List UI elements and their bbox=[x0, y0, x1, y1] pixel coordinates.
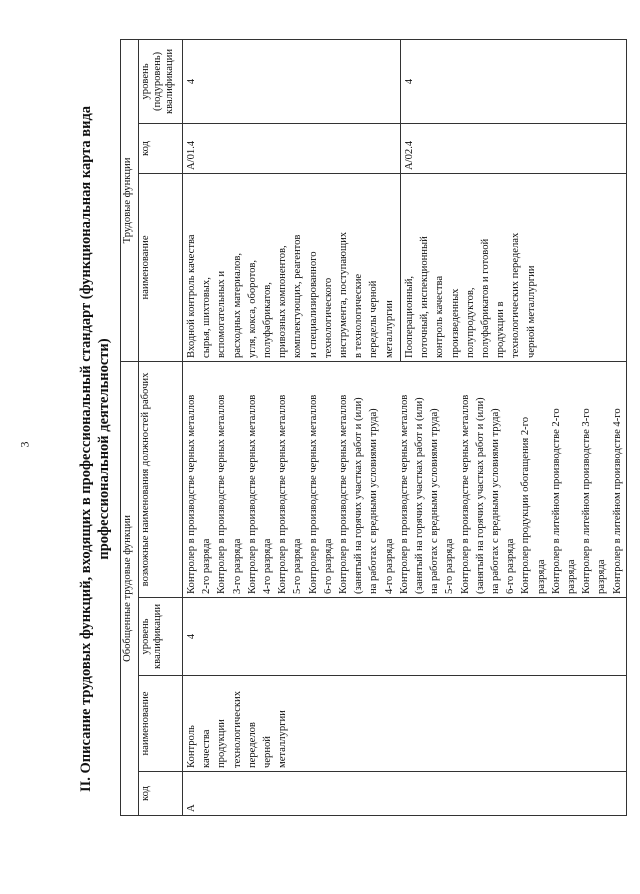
position-line: (занятый на горячих участках работ и (или) bbox=[414, 397, 426, 594]
positions-column-header: возможные наименования должностей рабочих bbox=[139, 361, 183, 597]
position-line: на работах с вредными условиями труда) bbox=[368, 408, 380, 594]
gf-name-cell bbox=[183, 676, 627, 772]
position-line: Контролер в производстве черных металлов bbox=[338, 394, 350, 594]
tf-2-name-line: черной металлургии bbox=[525, 265, 537, 358]
tf-2-name-line: поточный, инспекционный bbox=[419, 236, 431, 358]
gf-name-line: Контроль bbox=[186, 725, 197, 768]
tf-2-code-cell: А/02.4 bbox=[401, 123, 627, 173]
generalized-functions-header: Обобщенные трудовые функции bbox=[121, 361, 139, 815]
position-line: 6-го разряда bbox=[322, 538, 334, 594]
tf-1-name-line: комплектующих, реагентов bbox=[292, 234, 304, 358]
table-row bbox=[183, 39, 401, 815]
gf-name-line: качества bbox=[201, 729, 213, 768]
tf-1-name-line: угля, кокса, оборотов, bbox=[246, 259, 258, 358]
position-line: разряда bbox=[535, 559, 547, 594]
tf-1-name-line: металлургии bbox=[383, 300, 395, 358]
tf-1-name-line: привозных компонентов, bbox=[277, 245, 289, 358]
position-line: Контролер в литейном производстве 2-го bbox=[550, 408, 562, 594]
position-line: 4-го разряда bbox=[383, 538, 395, 594]
position-line: на работах с вредными условиями труда) bbox=[429, 408, 441, 594]
position-line: 5-го разряда bbox=[292, 538, 304, 594]
position-line: 5-го разряда bbox=[444, 538, 456, 594]
gf-name-line: переделов bbox=[246, 722, 258, 768]
tf-level-column-header: уровень (подуровень) квалификации bbox=[139, 39, 183, 123]
position-line: Контролер продукции обогащения 2-го bbox=[520, 416, 532, 594]
position-line: Контролер в производстве черных металлов bbox=[277, 394, 289, 594]
tf-2-name-cell bbox=[401, 173, 627, 361]
labor-functions-header: Трудовые функции bbox=[121, 39, 139, 361]
gf-name-line: технологических bbox=[231, 690, 243, 768]
tf-2-name-line: полупродуктов, bbox=[464, 287, 476, 358]
tf-2-name-line: произведенных bbox=[449, 288, 461, 358]
section-title-line-2: профессиональной деятельности) bbox=[96, 338, 112, 560]
position-line: 2-го разряда bbox=[201, 538, 213, 594]
position-line: Контролер в производстве черных металлов bbox=[216, 394, 228, 594]
gf-name-line: металлургии bbox=[277, 710, 289, 768]
gf-code-cell: А bbox=[183, 772, 627, 816]
position-line: Контролер в производстве черных металлов bbox=[186, 394, 197, 594]
position-line: Контролер в литейном производстве 3-го bbox=[581, 408, 593, 594]
tf-2-name-line: продукции в bbox=[495, 301, 507, 358]
section-title bbox=[77, 64, 113, 834]
position-line: (занятый на горячих участках работ и (или) bbox=[353, 397, 365, 594]
gf-name-line: продукции bbox=[216, 719, 228, 768]
position-line: Контролер в производстве черных металлов bbox=[398, 394, 410, 594]
functional-map-table bbox=[120, 39, 627, 816]
tf-1-level-cell: 4 bbox=[183, 39, 401, 123]
tf-2-name-line: контроль качества bbox=[434, 275, 446, 358]
position-line: Контролер в производстве черных металлов bbox=[307, 394, 319, 594]
tf-1-name-line: технологического bbox=[322, 277, 334, 358]
tf-1-name-line: вспомогательных и bbox=[216, 270, 228, 358]
tf-1-name-line: и специализированного bbox=[307, 251, 319, 358]
name-column-header: наименование bbox=[139, 676, 183, 772]
tf-1-code-cell: А/01.4 bbox=[183, 123, 401, 173]
position-line: 6-го разряда bbox=[505, 538, 517, 594]
page-number: 3 bbox=[17, 441, 32, 448]
position-line: Контролер в производстве черных металлов bbox=[246, 394, 258, 594]
code-column-header: код bbox=[139, 772, 183, 816]
tf-1-name-line: расходных материалов, bbox=[231, 253, 243, 358]
position-line: разряда bbox=[566, 559, 578, 594]
tf-2-level-cell: 4 bbox=[401, 39, 627, 123]
qualification-level-column-header: уровень квалификации bbox=[139, 598, 183, 676]
tf-2-name-line: технологических переделах bbox=[510, 232, 522, 358]
tf-1-name-line: полуфабрикатов, bbox=[262, 282, 274, 358]
section-title-line-1: II. Описание трудовых функций, входящих в профессиональный стандарт (функциональная карта вида bbox=[78, 105, 94, 793]
position-line: на работах с вредными условиями труда) bbox=[490, 408, 502, 594]
tf-2-name-line: полуфабрикатов и готовой bbox=[480, 238, 492, 358]
tf-name-column-header: наименование bbox=[139, 173, 183, 361]
position-line: 4-го разряда bbox=[262, 538, 274, 594]
tf-1-name-cell bbox=[183, 173, 401, 361]
tf-2-name-line: Пооперационный, bbox=[404, 275, 415, 358]
tf-1-name-line: в технологические bbox=[353, 273, 365, 358]
gf-level-cell: 4 bbox=[183, 598, 627, 676]
position-line: Контролер в производстве черных металлов bbox=[459, 394, 471, 594]
tf-1-name-line: сырья, шихтовых, bbox=[201, 277, 213, 358]
position-line: разряда bbox=[596, 559, 608, 594]
position-line: (занятый на горячих участках работ и (или) bbox=[474, 397, 486, 594]
position-line: 3-го разряда bbox=[231, 538, 243, 594]
tf-1-name-line: Входной контроль качества bbox=[186, 234, 197, 358]
tf-1-name-line: инструмента, поступающих bbox=[338, 231, 350, 358]
positions-cell bbox=[183, 361, 627, 597]
tf-1-name-line: переделы черной bbox=[368, 280, 380, 358]
gf-name-line: черной bbox=[262, 736, 274, 768]
position-line: Контролер в литейном производстве 4-го bbox=[611, 408, 623, 594]
tf-code-column-header: код bbox=[139, 123, 183, 173]
